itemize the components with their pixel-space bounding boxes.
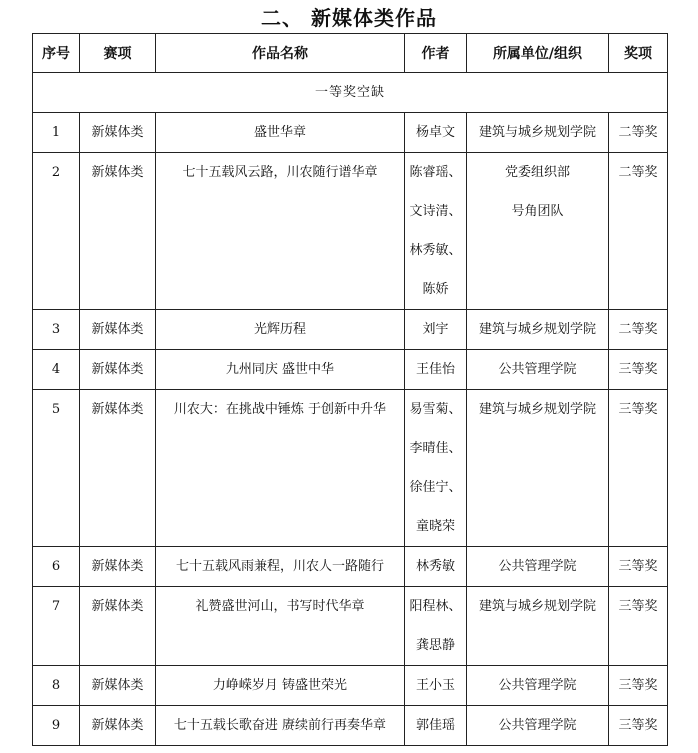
cell-index-text: 4 — [51, 362, 61, 377]
cell-author-line: 龚思静 — [415, 638, 455, 653]
cell-work-name-text: 礼赞盛世河山，书写时代华章 — [195, 599, 365, 614]
table-row — [33, 587, 668, 666]
cell-unit — [467, 310, 609, 350]
cell-unit — [467, 153, 609, 310]
cell-index — [33, 587, 80, 666]
cell-author-line: 林秀敏 — [415, 559, 455, 574]
cell-work-name — [156, 706, 405, 746]
cell-work-name — [156, 390, 405, 547]
cell-author-line: 郭佳瑶 — [415, 718, 455, 733]
cell-index-text: 9 — [51, 718, 61, 733]
cell-author-line: 王佳怡 — [415, 362, 455, 377]
cell-work-name — [156, 310, 405, 350]
cell-award — [609, 153, 668, 310]
cell-unit-line: 公共管理学院 — [498, 362, 577, 377]
table-row — [33, 153, 668, 310]
vacancy-note: 一等奖空缺 — [33, 73, 668, 113]
cell-author-line: 文诗清、 — [409, 204, 462, 219]
cell-unit-line: 建筑与城乡规划学院 — [478, 402, 596, 417]
cell-unit — [467, 390, 609, 547]
vacancy-row — [33, 73, 668, 113]
cell-author-line: 童晓荣 — [415, 519, 455, 534]
table-row — [33, 310, 668, 350]
table-row — [33, 666, 668, 706]
cell-index — [33, 350, 80, 390]
table-row — [33, 706, 668, 746]
cell-category-text: 新媒体类 — [91, 125, 144, 140]
cell-index — [33, 706, 80, 746]
header-author: 作者 — [405, 34, 467, 73]
cell-author — [405, 113, 467, 153]
cell-index-text: 6 — [51, 559, 61, 574]
cell-author-line: 林秀敏、 — [409, 243, 462, 258]
cell-award-text: 三等奖 — [618, 718, 658, 733]
cell-category — [80, 153, 156, 310]
cell-work-name — [156, 666, 405, 706]
cell-index-text: 7 — [51, 599, 61, 614]
cell-category-text: 新媒体类 — [91, 165, 144, 180]
cell-work-name-text: 七十五载风云路，川农随行谱华章 — [182, 165, 378, 180]
cell-unit-line: 号角团队 — [511, 204, 564, 219]
cell-work-name — [156, 547, 405, 587]
cell-unit — [467, 706, 609, 746]
cell-unit-line: 公共管理学院 — [498, 678, 577, 693]
cell-unit-line: 建筑与城乡规划学院 — [478, 599, 596, 614]
cell-author — [405, 666, 467, 706]
cell-unit — [467, 666, 609, 706]
cell-award-text: 三等奖 — [618, 559, 658, 574]
cell-category — [80, 547, 156, 587]
cell-index — [33, 666, 80, 706]
cell-author — [405, 310, 467, 350]
cell-category-text: 新媒体类 — [91, 362, 144, 377]
awards-table — [32, 33, 668, 746]
cell-award-text: 二等奖 — [618, 125, 658, 140]
cell-work-name — [156, 153, 405, 310]
cell-index-text: 5 — [51, 402, 61, 417]
cell-work-name — [156, 587, 405, 666]
cell-category — [80, 390, 156, 547]
cell-category — [80, 587, 156, 666]
cell-unit — [467, 587, 609, 666]
cell-work-name-text: 七十五载风雨兼程，川农人一路随行 — [175, 559, 384, 574]
cell-award — [609, 666, 668, 706]
cell-author-line: 刘宇 — [422, 322, 449, 337]
cell-work-name-text: 盛世华章 — [253, 125, 306, 140]
header-work-name: 作品名称 — [156, 34, 405, 73]
cell-category — [80, 350, 156, 390]
cell-author-line: 陈娇 — [422, 282, 449, 297]
cell-category — [80, 310, 156, 350]
cell-category-text: 新媒体类 — [91, 559, 144, 574]
cell-award-text: 三等奖 — [618, 678, 658, 693]
cell-category-text: 新媒体类 — [91, 599, 144, 614]
cell-index — [33, 153, 80, 310]
cell-work-name-text: 光辉历程 — [253, 322, 306, 337]
cell-unit-line: 建筑与城乡规划学院 — [478, 125, 596, 140]
cell-work-name-text: 力峥嵘岁月 铸盛世荣光 — [212, 678, 348, 693]
cell-category-text: 新媒体类 — [91, 402, 144, 417]
cell-award-text: 三等奖 — [618, 362, 658, 377]
cell-award — [609, 350, 668, 390]
cell-unit-line: 建筑与城乡规划学院 — [478, 322, 596, 337]
cell-index — [33, 310, 80, 350]
cell-author — [405, 350, 467, 390]
cell-author-line: 易雪菊、 — [409, 402, 462, 417]
cell-index-text: 8 — [51, 678, 61, 693]
cell-award — [609, 310, 668, 350]
cell-unit-line: 党委组织部 — [504, 165, 570, 180]
cell-index — [33, 113, 80, 153]
cell-index-text: 2 — [51, 165, 61, 180]
header-unit: 所属单位/组织 — [467, 34, 609, 73]
cell-work-name — [156, 350, 405, 390]
cell-award — [609, 113, 668, 153]
cell-unit — [467, 547, 609, 587]
cell-unit — [467, 113, 609, 153]
cell-award-text: 二等奖 — [618, 322, 658, 337]
page-title: 二、 新媒体类作品 — [261, 6, 437, 30]
cell-author — [405, 587, 467, 666]
header-row — [33, 34, 668, 73]
table-row — [33, 547, 668, 587]
cell-author-line: 陈睿瑶、 — [409, 165, 462, 180]
cell-category-text: 新媒体类 — [91, 678, 144, 693]
cell-category — [80, 706, 156, 746]
cell-work-name-text: 九州同庆 盛世中华 — [225, 362, 335, 377]
cell-index — [33, 547, 80, 587]
cell-author-line: 阳程林、 — [409, 599, 462, 614]
cell-index — [33, 390, 80, 547]
cell-author-line: 王小玉 — [415, 678, 455, 693]
cell-unit-line: 公共管理学院 — [498, 718, 577, 733]
cell-category — [80, 113, 156, 153]
cell-author — [405, 153, 467, 310]
header-index: 序号 — [33, 34, 80, 73]
cell-author — [405, 706, 467, 746]
cell-category-text: 新媒体类 — [91, 718, 144, 733]
table-row — [33, 350, 668, 390]
cell-author-line: 徐佳宁、 — [409, 480, 462, 495]
cell-award — [609, 706, 668, 746]
cell-work-name — [156, 113, 405, 153]
table-row — [33, 113, 668, 153]
cell-award-text: 二等奖 — [618, 165, 658, 180]
cell-work-name-text: 川农大：在挑战中锤炼 于创新中升华 — [173, 402, 387, 417]
cell-award — [609, 390, 668, 547]
cell-index-text: 1 — [51, 125, 61, 140]
cell-author-line: 杨卓文 — [415, 125, 455, 140]
cell-author — [405, 390, 467, 547]
table-row — [33, 390, 668, 547]
cell-author — [405, 547, 467, 587]
cell-index-text: 3 — [51, 322, 61, 337]
cell-category-text: 新媒体类 — [91, 322, 144, 337]
cell-author-line: 李晴佳、 — [409, 441, 462, 456]
cell-award — [609, 547, 668, 587]
cell-award — [609, 587, 668, 666]
cell-award-text: 三等奖 — [618, 402, 658, 417]
cell-unit-line: 公共管理学院 — [498, 559, 577, 574]
header-category: 赛项 — [80, 34, 156, 73]
header-award: 奖项 — [609, 34, 668, 73]
cell-award-text: 三等奖 — [618, 599, 658, 614]
cell-unit — [467, 350, 609, 390]
cell-category — [80, 666, 156, 706]
cell-work-name-text: 七十五载长歌奋进 赓续前行再奏华章 — [173, 718, 387, 733]
